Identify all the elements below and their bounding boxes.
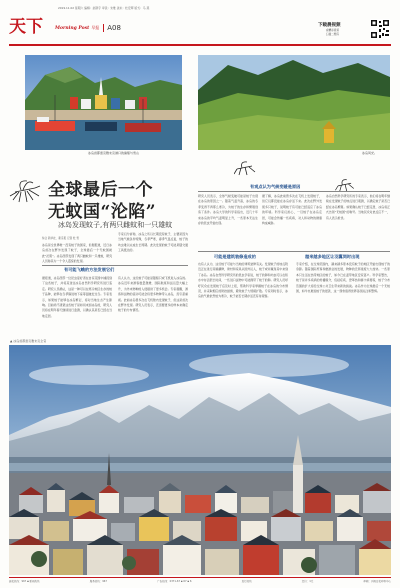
caption-panorama: ▲ 冰岛首都雷克雅未克全景 xyxy=(10,339,47,343)
body-s1-left: 据报道，冰岛西部一位昆虫爱好者在自家花园中捕捉到了这些蚊子，并将其送往冰岛自然科学研究所进行鉴定。研究人员确认，这是一种可以在寒冷地区生存的蚊子品种，能够在冬季躲进地下室等温暖处过冬。专家表示，如果蚊子能够在冰岛繁衍，将对当地生态产生影响。目前尚不清楚这些蚊子是如何来到冰岛的，研究人员将在明年春天继续进行监测，以确认其是否已经在当地定居。 xyxy=(42,276,112,318)
section-heading-1: 有可能飞蛾的方法发展它们 xyxy=(64,267,115,272)
body-s4: 专家介绍，在全球范围内，越来越多原本没有蚊子的地区开始出现蚊子的身影。随着国际贸易和旅游业的发展，物种的迁移速度大大加快。一些原本只生活在热带地区的蚊子，如今已在温带地区安家落户。科学家警告，蚊子是许多疾病的传播媒介，包括疟疾、登革热和寨卡病毒等，蚊子分布范围的扩大将给全球公共卫生带来新的挑战。冰岛作为全球最后一个无蚊国，如今也难逃蚊子的侵袭，这一现象值得世界各国关注和警惕。 xyxy=(296,262,390,294)
mosquito-small-icon xyxy=(234,160,256,176)
page-number: A08 xyxy=(103,24,121,32)
caption-harbor xyxy=(88,151,139,155)
rule-s1 xyxy=(42,265,188,266)
footer-rule xyxy=(9,577,391,578)
footer-item: 晨报热线：967 ▪ 新闻热线 xyxy=(9,580,40,583)
qr-subtitle-2: 扫描二维码 xyxy=(326,33,339,36)
photo-valley xyxy=(198,55,390,150)
body-s2-a: 研究人员表示，全球气候变暖可能是蚊子出现在冰岛的原因之一。随着气温升高，冰岛的冬季变得不再那么寒冷，为蚊子的生存和繁殖创造了条件。冰岛大学的科学家指出，近几十年来冰岛的平均气温明显上升，一些原本无法生存的昆虫开始出现。 xyxy=(198,194,258,226)
qr-title: 下载晨视频 xyxy=(318,23,341,28)
qr-code[interactable] xyxy=(370,19,390,39)
footer-item: 发行热线 xyxy=(241,580,252,583)
footer-item: 定价：1元 xyxy=(301,580,314,583)
section-heading-4: 越来越多地区让羽翼同时出现 xyxy=(305,254,360,259)
body-intro: 冰岛是全世界唯一没有蚊子的国家，但据报道，近日冰岛首次在野外发现了蚊子，全球最后一个无蚊国就此“沦陷”。冰岛西部发现了两只雌蚊和一只雄蚊，研究人员称其为一个令人震惊的发现。 xyxy=(42,243,112,264)
header-rule xyxy=(9,44,391,46)
footer-bar xyxy=(9,579,391,587)
brand-logo xyxy=(55,24,121,32)
caption-valley: 冰岛风光。 xyxy=(362,151,378,155)
rule-s3 xyxy=(198,251,390,252)
section-heading-2: 有观点认为气候变暖是原因 xyxy=(250,184,301,189)
mosquito-icon xyxy=(9,178,41,204)
body-s2-c: 冰岛自然科学研究所的专家表示，他们将在明年继续在发现蚊子的地点进行观测，以确定蚊子是否已经在冰岛繁殖。如果确认蚊子已经定居，冰岛将正式告别“无蚊国”的称号。当地民众对此反应不一，有人表示担忧。 xyxy=(326,194,390,220)
body-col-b-top: 专家们分析称，冰岛之所以长期没有蚊子，主要是因为当地气候条件特殊，冬季严寒，春季气温反复，蚊子的幼虫难以完成生长周期。此次发现的蚊子可能是随交通工具抵达的。 xyxy=(118,232,188,253)
rule-s2 xyxy=(198,191,390,192)
qr-code-icon xyxy=(370,19,390,39)
body-s1-right: 有人认为，这些蚊子可能是随船只或飞机进入冰岛的。冰岛近年来游客数量激增，国际航班和货运量大幅上升，为外来物种的入侵提供了更多机会。专家提醒，游客和货物的流动可能会将更多物种带入冰岛，需引起重视。此前冰岛曾多次在飞机舱内发现蚊子，但这是首次在野外发现。研究人员表示，还需要更多的样本来确定蚊子的分布情况。 xyxy=(118,276,188,313)
body-s3: 也有人认为，这些蚊子可能与当地的建筑装修有关。发现蚊子的地点附近正在进行房屋翻修，建材和家具从国外运入，蚊子或许藏身其中来到了冰岛。冰岛自然科学研究所的昆虫学家说，蚊子的卵和幼虫可以在积水中存活很长时间，一些进口货物中可能携带了蚊子的卵。研究人员呼吁民众在发现蚊子后及时上报，帮助科学家掌握蚊子在冰岛的分布情况，并采取相应的防控措施，避免蚊子大规模扩散。专家同时表示，冰岛的气候依然较为寒冷，蚊子能否长期存活还有待观察。 xyxy=(198,262,288,299)
footer-item: 广告热线：0371-67 ▪ 67 ▪ 6 xyxy=(157,580,192,583)
qr-subtitle: 看精彩视频 xyxy=(326,29,339,32)
section-heading-3: 可能是建筑装修造成的 xyxy=(214,254,256,259)
footer-item: 印刷：河南日报印务中心 xyxy=(363,580,391,583)
footer-item: 服务热线：967 xyxy=(89,580,107,583)
caption-harbor-text: 冰岛首都雷克雅未克港口的渔船与雪山 xyxy=(88,151,140,155)
headline-line2: 无蚊国“沦陷” xyxy=(48,202,157,222)
headline-subtitle: 冰岛发现蚊子,有两只雌蚊和一只雄蚊 xyxy=(58,221,173,229)
mosquito-small-icon-2 xyxy=(335,178,355,192)
photo-harbor xyxy=(25,55,182,150)
photo-panorama xyxy=(9,345,391,575)
section-title: 天下 xyxy=(9,17,43,37)
brand-name: Morning Post xyxy=(55,25,90,31)
body-s2-b: 据了解，冰岛此前曾多次在飞机上发现蚊子，但它们都没能在冰岛存活下来。此次在野外发现多只蚊子，说明蚊子有可能已经适应了冰岛的环境。科学家们担心，一旦蚊子在冰岛定居，可能会传播一些疾病，对人和动物的健康构成威胁。 xyxy=(262,194,322,226)
brand-name-cn: 早报 xyxy=(91,25,100,30)
headline-line1: 全球最后一个 xyxy=(48,180,153,200)
top-info-line: 2019.11.02 星期六 编辑：赵斯宇 审读：朱维 美术：杜宏辉 版式：马 燕 xyxy=(58,6,150,10)
byline: 综合 新华社、新京报 记者 杜 雪 xyxy=(42,237,80,240)
